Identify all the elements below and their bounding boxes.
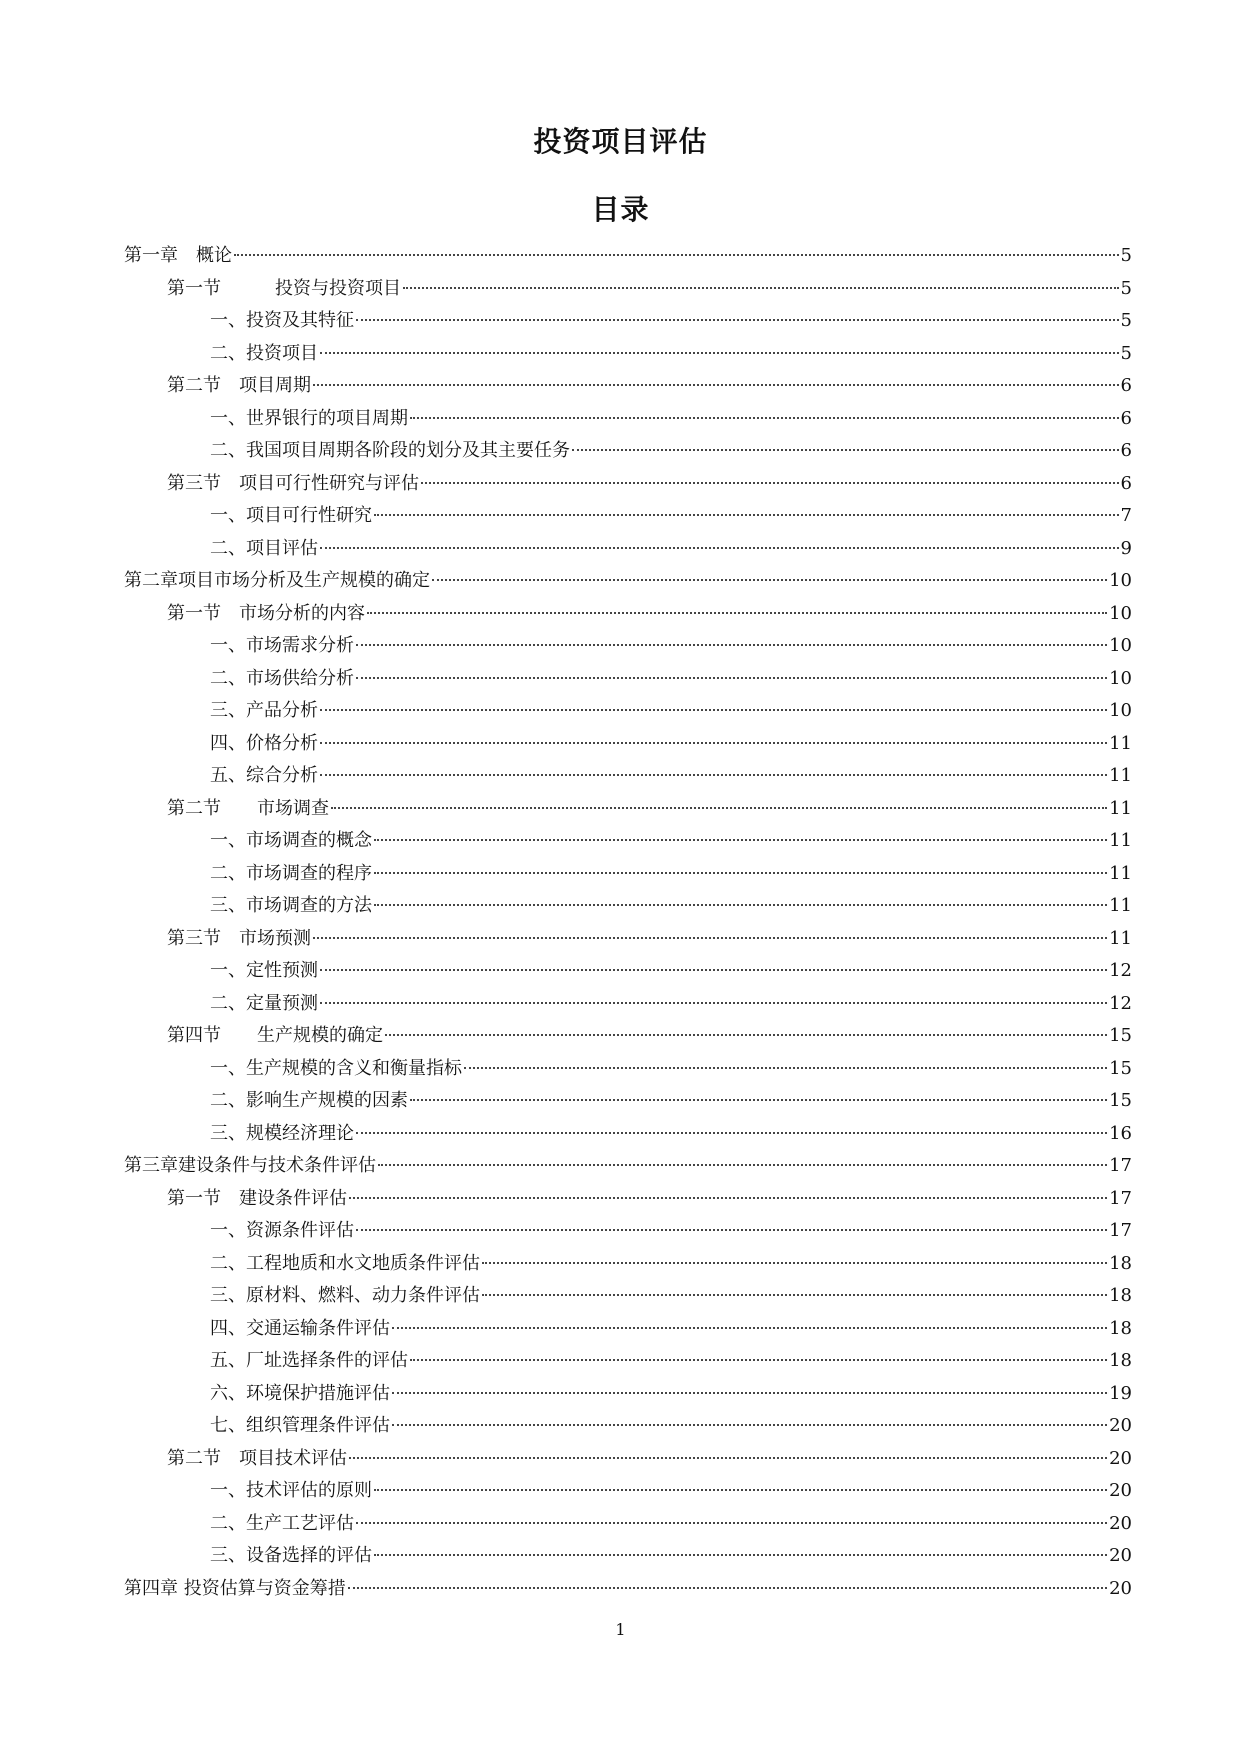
- toc-dot-leader: [421, 482, 1119, 484]
- toc-dot-leader: [356, 319, 1119, 321]
- toc-entry[interactable]: [124, 825, 1132, 858]
- toc-entry-page: 9: [1120, 537, 1132, 559]
- toc-dot-leader: [313, 384, 1119, 386]
- toc-dot-leader: [356, 1132, 1107, 1134]
- toc-entry-text: 第二节 项目周期: [167, 375, 311, 396]
- toc-dot-leader: [349, 1457, 1107, 1459]
- toc-dot-leader: [403, 287, 1119, 289]
- toc-entry[interactable]: [124, 760, 1132, 793]
- toc-dot-leader: [464, 1067, 1107, 1069]
- toc-entry[interactable]: [124, 403, 1132, 436]
- toc-entry-page: 15: [1109, 1090, 1132, 1111]
- toc-dot-leader: [234, 254, 1119, 256]
- toc-entry-page: 20: [1109, 1545, 1132, 1566]
- toc-dot-leader: [356, 644, 1107, 646]
- toc-entry-text: 第一章 概论: [124, 245, 232, 266]
- toc-entry[interactable]: [124, 1183, 1132, 1216]
- toc-entry-text: 三、设备选择的评估: [210, 1545, 372, 1566]
- toc-entry-page: 11: [1109, 895, 1132, 916]
- toc-entry-page: 16: [1109, 1122, 1132, 1144]
- toc-entry-text: 第四章 投资估算与资金筹措: [124, 1577, 346, 1599]
- toc-entry[interactable]: [124, 1410, 1132, 1443]
- toc-entry-page: 6: [1120, 472, 1132, 494]
- toc-dot-leader: [374, 839, 1107, 841]
- toc-entry[interactable]: [124, 565, 1132, 598]
- toc-entry-page: 15: [1109, 1025, 1132, 1046]
- toc-entry-text: 第一节 建设条件评估: [167, 1187, 347, 1209]
- toc-entry-page: 18: [1109, 1252, 1132, 1274]
- toc-entry[interactable]: [124, 1475, 1132, 1508]
- toc-entry-page: 11: [1109, 830, 1132, 851]
- toc-dot-leader: [410, 1359, 1107, 1361]
- toc-entry-page: 6: [1120, 407, 1132, 429]
- toc-entry[interactable]: [124, 598, 1132, 631]
- toc-entry-page: 6: [1120, 375, 1132, 396]
- toc-entry-text: 三、市场调查的方法: [210, 895, 372, 916]
- toc-entry-page: 5: [1120, 342, 1132, 364]
- toc-dot-leader: [374, 1554, 1107, 1556]
- toc-entry-text: 七、组织管理条件评估: [210, 1415, 390, 1436]
- toc-entry[interactable]: [124, 1053, 1132, 1086]
- toc-entry[interactable]: [124, 728, 1132, 761]
- toc-entry-text: 四、交通运输条件评估: [210, 1317, 390, 1339]
- toc-entry[interactable]: [124, 305, 1132, 338]
- table-of-contents: [124, 240, 1132, 1605]
- toc-entry[interactable]: [124, 1248, 1132, 1281]
- toc-entry-page: 18: [1109, 1317, 1132, 1339]
- toc-entry-page: 20: [1109, 1447, 1132, 1469]
- toc-entry-text: 二、影响生产规模的因素: [210, 1090, 408, 1111]
- toc-dot-leader: [374, 1489, 1107, 1491]
- toc-dot-leader: [367, 612, 1107, 614]
- toc-entry-page: 11: [1109, 797, 1132, 819]
- toc-entry[interactable]: [124, 858, 1132, 891]
- toc-entry-text: 四、价格分析: [210, 732, 318, 754]
- toc-entry[interactable]: [124, 793, 1132, 826]
- toc-dot-leader: [356, 1522, 1107, 1524]
- toc-entry-text: 一、世界银行的项目周期: [210, 407, 408, 429]
- toc-entry[interactable]: [124, 500, 1132, 533]
- toc-entry-text: 二、定量预测: [210, 992, 318, 1014]
- toc-entry-text: 二、市场调查的程序: [210, 862, 372, 884]
- toc-entry-page: 15: [1109, 1057, 1132, 1079]
- toc-entry-text: 第三章建设条件与技术条件评估: [124, 1155, 376, 1176]
- document-title: 投资项目评估: [533, 125, 708, 158]
- toc-dot-leader: [356, 1229, 1107, 1231]
- toc-entry-text: 第二节 市场调查: [167, 797, 329, 819]
- toc-entry-text: 第一节 市场分析的内容: [167, 602, 365, 624]
- toc-dot-leader: [392, 1392, 1107, 1394]
- toc-dot-leader: [392, 1327, 1107, 1329]
- toc-entry-page: 10: [1109, 570, 1132, 591]
- toc-entry-text: 六、环境保护措施评估: [210, 1382, 390, 1404]
- toc-entry[interactable]: [124, 988, 1132, 1021]
- toc-entry-text: 一、资源条件评估: [210, 1220, 354, 1241]
- toc-entry[interactable]: [124, 1020, 1132, 1053]
- toc-entry-text: 一、技术评估的原则: [210, 1480, 372, 1501]
- toc-entry-text: 一、生产规模的含义和衡量指标: [210, 1057, 462, 1079]
- toc-entry[interactable]: [124, 273, 1132, 306]
- toc-entry-text: 五、综合分析: [210, 765, 318, 786]
- toc-entry-page: 18: [1109, 1285, 1132, 1306]
- toc-entry-text: 二、我国项目周期各阶段的划分及其主要任务: [210, 440, 570, 461]
- toc-dot-leader: [374, 904, 1107, 906]
- toc-entry-text: 第三节 市场预测: [167, 927, 311, 949]
- toc-entry-text: 一、定性预测: [210, 960, 318, 981]
- toc-entry[interactable]: [124, 1215, 1132, 1248]
- toc-entry[interactable]: [124, 1378, 1132, 1411]
- toc-entry-page: 11: [1109, 732, 1132, 754]
- toc-entry-text: 三、规模经济理论: [210, 1122, 354, 1144]
- toc-entry[interactable]: [124, 1280, 1132, 1313]
- toc-entry[interactable]: [124, 663, 1132, 696]
- toc-dot-leader: [313, 937, 1107, 939]
- toc-dot-leader: [320, 547, 1119, 549]
- toc-entry-page: 6: [1120, 440, 1132, 461]
- toc-entry-text: 第二节 项目技术评估: [167, 1447, 347, 1469]
- toc-dot-leader: [410, 417, 1119, 419]
- toc-dot-leader: [348, 1587, 1107, 1589]
- toc-entry-text: 三、产品分析: [210, 700, 318, 721]
- toc-entry[interactable]: [124, 1508, 1132, 1541]
- toc-entry-page: 10: [1109, 667, 1132, 689]
- toc-dot-leader: [385, 1034, 1107, 1036]
- toc-entry-text: 第一节 投资与投资项目: [167, 277, 401, 299]
- toc-entry-text: 二、投资项目: [210, 342, 318, 364]
- toc-dot-leader: [482, 1262, 1107, 1264]
- toc-entry-text: 五、厂址选择条件的评估: [210, 1350, 408, 1371]
- toc-entry[interactable]: [124, 630, 1132, 663]
- toc-dot-leader: [572, 449, 1119, 451]
- toc-entry-text: 三、原材料、燃料、动力条件评估: [210, 1285, 480, 1306]
- toc-entry[interactable]: [124, 923, 1132, 956]
- toc-dot-leader: [356, 677, 1107, 679]
- toc-entry-page: 10: [1109, 700, 1132, 721]
- toc-entry-text: 二、生产工艺评估: [210, 1512, 354, 1534]
- toc-dot-leader: [482, 1294, 1107, 1296]
- toc-entry-page: 19: [1109, 1382, 1132, 1404]
- toc-entry[interactable]: [124, 338, 1132, 371]
- toc-entry-page: 7: [1120, 505, 1132, 526]
- toc-dot-leader: [410, 1099, 1107, 1101]
- toc-entry-page: 12: [1109, 992, 1132, 1014]
- toc-entry-page: 20: [1109, 1415, 1132, 1436]
- toc-entry-text: 二、项目评估: [210, 537, 318, 559]
- toc-dot-leader: [349, 1197, 1107, 1199]
- toc-dot-leader: [432, 579, 1107, 581]
- toc-entry-page: 10: [1109, 635, 1132, 656]
- toc-entry[interactable]: [124, 695, 1132, 728]
- toc-entry-page: 12: [1109, 960, 1132, 981]
- toc-dot-leader: [320, 969, 1107, 971]
- toc-entry[interactable]: [124, 370, 1132, 403]
- toc-entry[interactable]: [124, 1150, 1132, 1183]
- toc-entry-page: 5: [1120, 245, 1132, 266]
- toc-heading: 目录: [591, 193, 650, 226]
- toc-entry-text: 第二章项目市场分析及生产规模的确定: [124, 570, 430, 591]
- toc-entry-text: 第三节 项目可行性研究与评估: [167, 472, 419, 494]
- toc-entry[interactable]: [124, 1443, 1132, 1476]
- toc-dot-leader: [320, 709, 1107, 711]
- toc-entry[interactable]: [124, 533, 1132, 566]
- toc-entry[interactable]: [124, 468, 1132, 501]
- toc-entry[interactable]: [124, 1085, 1132, 1118]
- toc-entry-text: 二、工程地质和水文地质条件评估: [210, 1252, 480, 1274]
- toc-entry-text: 一、市场调查的概念: [210, 830, 372, 851]
- toc-entry-text: 第四节 生产规模的确定: [167, 1025, 383, 1046]
- toc-entry[interactable]: [124, 1540, 1132, 1573]
- toc-entry-page: 20: [1109, 1480, 1132, 1501]
- toc-entry-page: 17: [1109, 1220, 1132, 1241]
- toc-entry-page: 11: [1109, 862, 1132, 884]
- toc-entry-text: 一、市场需求分析: [210, 635, 354, 656]
- toc-entry-text: 二、市场供给分析: [210, 667, 354, 689]
- toc-dot-leader: [378, 1164, 1107, 1166]
- toc-entry-page: 20: [1109, 1577, 1132, 1599]
- toc-dot-leader: [374, 872, 1107, 874]
- toc-entry[interactable]: [124, 890, 1132, 923]
- toc-dot-leader: [320, 774, 1107, 776]
- toc-entry[interactable]: [124, 1573, 1132, 1606]
- toc-entry-page: 5: [1120, 310, 1132, 331]
- toc-entry[interactable]: [124, 1345, 1132, 1378]
- toc-entry-page: 17: [1109, 1155, 1132, 1176]
- toc-entry-page: 20: [1109, 1512, 1132, 1534]
- toc-dot-leader: [392, 1424, 1107, 1426]
- toc-entry-page: 11: [1109, 765, 1132, 786]
- toc-entry-page: 17: [1109, 1187, 1132, 1209]
- toc-entry-text: 一、投资及其特征: [210, 310, 354, 331]
- toc-entry[interactable]: [124, 1118, 1132, 1151]
- toc-dot-leader: [320, 352, 1119, 354]
- toc-entry-page: 10: [1109, 602, 1132, 624]
- toc-dot-leader: [320, 1002, 1107, 1004]
- toc-entry[interactable]: [124, 435, 1132, 468]
- toc-entry-text: 一、项目可行性研究: [210, 505, 372, 526]
- toc-dot-leader: [331, 807, 1107, 809]
- toc-dot-leader: [320, 742, 1107, 744]
- toc-entry-page: 5: [1120, 277, 1132, 299]
- toc-dot-leader: [374, 514, 1119, 516]
- toc-entry[interactable]: [124, 955, 1132, 988]
- toc-entry-page: 11: [1109, 927, 1132, 949]
- toc-entry[interactable]: [124, 1313, 1132, 1346]
- page-number: 1: [615, 1620, 626, 1639]
- toc-entry[interactable]: [124, 240, 1132, 273]
- toc-entry-page: 18: [1109, 1350, 1132, 1371]
